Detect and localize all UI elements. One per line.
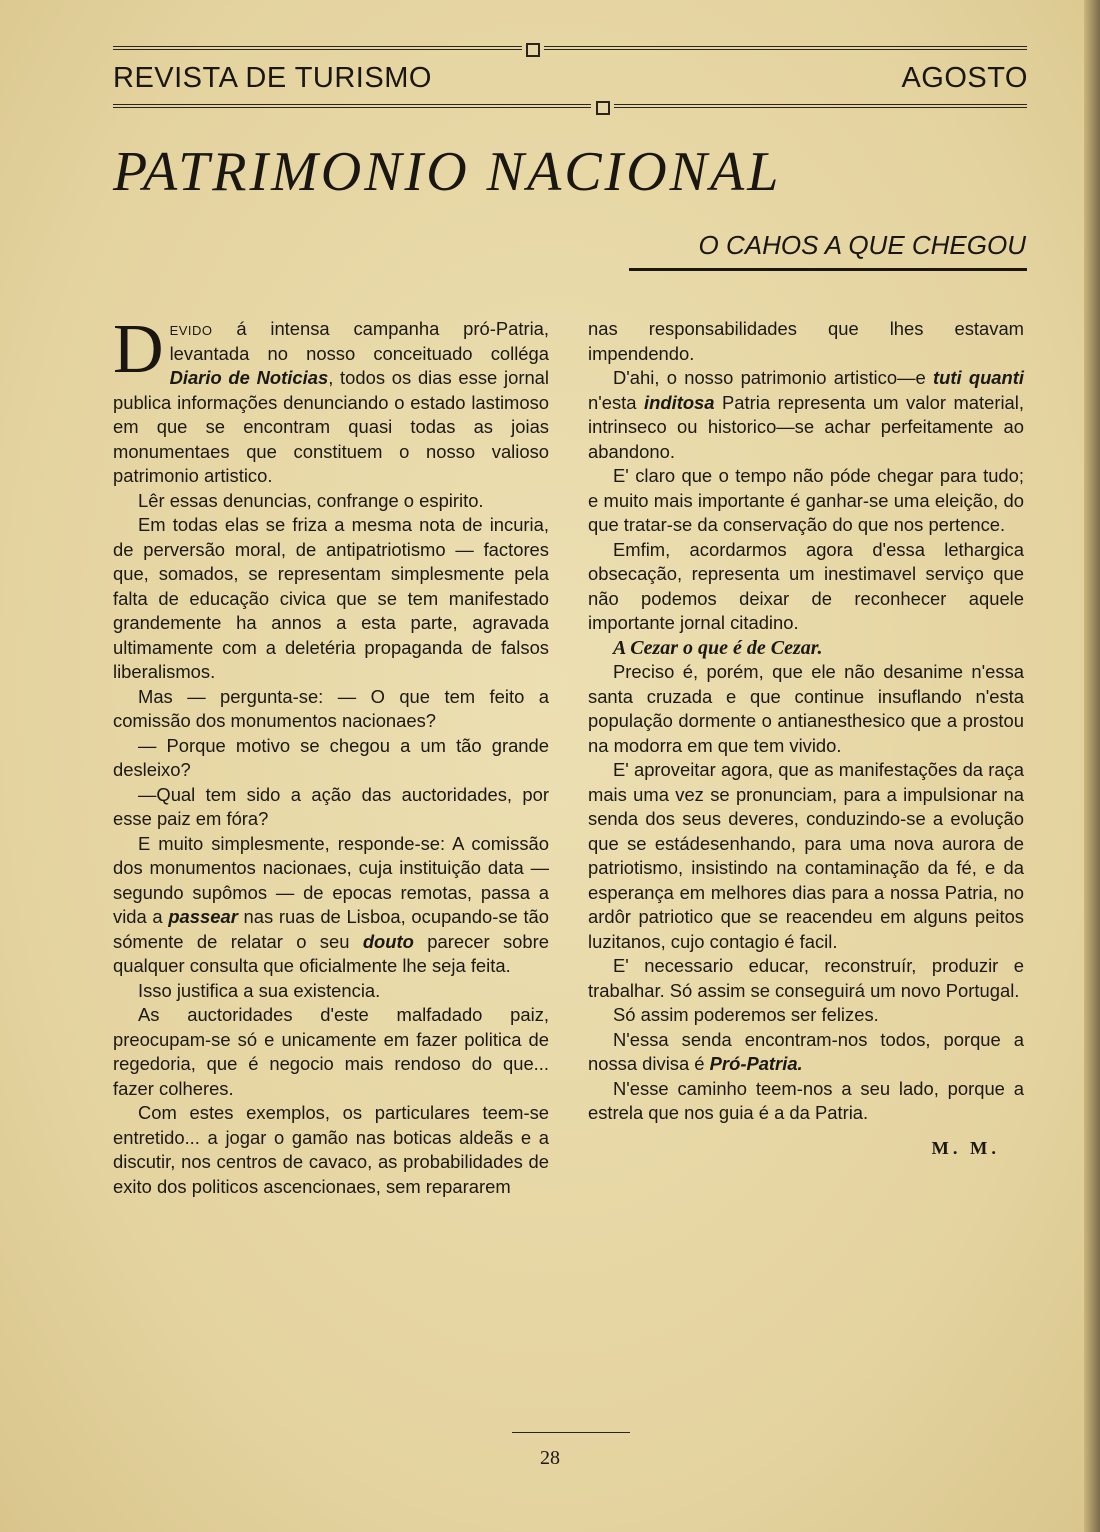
paragraph: Em todas elas se friza a mesma nota de incuria, de perversão moral, de antipatriotismo — factores que, somados, se representam simplesmente pela falta de educação civica que se tem manifestado grandemente ha annos a esta parte, agravada ultimamente com a deletéria propaganda de falsos liberalismos. bbox=[113, 514, 549, 682]
text-run: á intensa campanha pró-Patria, levantada no nosso conceituado colléga bbox=[169, 318, 549, 364]
motto: Pró-Patria. bbox=[709, 1053, 803, 1074]
right-column bbox=[588, 317, 1024, 1160]
header-bottom-rule-right bbox=[614, 104, 1027, 108]
page-edge bbox=[1084, 0, 1100, 1532]
emphasis: tuti quanti bbox=[932, 367, 1024, 388]
paragraph: Com estes exemplos, os particulares teem-se entretido... a jogar o gamão nas boticas aldeãs e a discutir, nos centros de cavaco, as probabilidades de exito dos politicos ascencionaes, sem repararem bbox=[113, 1102, 549, 1197]
author-signature: M. M. bbox=[931, 1137, 1000, 1158]
article-subtitle: O CAHOS A QUE CHEGOU bbox=[698, 230, 1026, 260]
header-bottom-rule-left bbox=[113, 104, 591, 108]
left-column bbox=[113, 311, 550, 1199]
article-title: PATRIMONIO NACIONAL bbox=[113, 141, 782, 203]
paragraph bbox=[113, 832, 549, 979]
paragraph bbox=[588, 636, 1024, 661]
text-run: parecer sobre qualquer consulta que oficialmente lhe seja feita. bbox=[113, 930, 549, 976]
paragraph: N'esse caminho teem-nos a seu lado, porque a estrela que nos guia é a da Patria. bbox=[588, 1077, 1024, 1123]
header-top-rule-left bbox=[113, 46, 522, 50]
paragraph: Só assim poderemos ser felizes. bbox=[613, 1004, 879, 1025]
text-run: , todos os dias esse jornal publica informações denunciando o estado lastimoso em que se encontram quasi todas as joias monumentaes que constituem o nosso valioso patrimonio artistico. bbox=[113, 367, 550, 486]
paragraph: E' claro que o tempo não póde chegar para tudo; e muito mais importante é ganhar-se uma eleição, do que tratar-se da conservação do que nos pertence. bbox=[588, 465, 1024, 535]
text-run: nas ruas de Lisboa, ocupando-se tão sómente de relatar o seu bbox=[113, 906, 550, 952]
emphasis: inditosa bbox=[644, 391, 715, 413]
page-number: 28 bbox=[540, 1447, 560, 1469]
newspaper-name: Diario de Noticias bbox=[169, 367, 329, 388]
paragraph bbox=[113, 311, 550, 489]
paragraph: Emfim, acordarmos agora d'essa lethargica obsecação, representa um inestimavel serviço que não podemos deixar de reconhecer aquele importante jornal citadino. bbox=[588, 538, 1024, 633]
emphasis: passear bbox=[168, 906, 238, 927]
text-run: n'esta bbox=[588, 391, 645, 413]
paragraph: — Porque motivo se chegou a um tão grande desleixo? bbox=[113, 734, 549, 780]
paragraph: Mas — pergunta-se: — O que tem feito a comissão dos monumentos nacionaes? bbox=[113, 685, 549, 731]
first-word: evido bbox=[169, 318, 213, 339]
ornament-square-top bbox=[526, 43, 540, 57]
text-run: Patria representa um valor material, intrinseco ou historico—se achar perfeitamente ao abandono. bbox=[588, 391, 1024, 462]
paragraph: nas responsabilidades que lhes estavam impendendo. bbox=[588, 318, 1024, 364]
paragraph bbox=[588, 1028, 1024, 1077]
text-run: N'essa senda encontram-nos todos, porque a nossa divisa é bbox=[588, 1028, 1024, 1074]
header-top-rule-right bbox=[544, 46, 1027, 50]
paragraph: As auctoridades d'este malfadado paiz, preocupam-se só e unicamente em fazer politica de regedoria, que é negocio mais rendoso do que... fazer colheres. bbox=[113, 1004, 549, 1099]
drop-cap: D bbox=[113, 311, 164, 388]
paragraph: Preciso é, porém, que ele não desanime n'essa santa cruzada e que continue insuflando n'esta população dormente o antianesthesico que a prostou na modorra em que tem vivido. bbox=[588, 661, 1024, 756]
magazine-name: REVISTA DE TURISMO bbox=[113, 62, 432, 94]
quote-line: A Cezar o que é de Cezar. bbox=[613, 636, 823, 659]
ornament-square-bottom bbox=[596, 101, 610, 115]
emphasis: douto bbox=[362, 930, 414, 952]
text-run: E muito simplesmente, responde-se: A comissão dos monumentos nacionaes, cuja instituição data — segundo supômos — de epocas remotas, passa a vida a bbox=[113, 832, 549, 927]
paragraph: Lêr essas denuncias, confrange o espirito. bbox=[138, 489, 484, 511]
paragraph: —Qual tem sido a ação das auctoridades, por esse paiz em fóra? bbox=[113, 783, 549, 829]
paragraph: E' necessario educar, reconstruír, produzir e trabalhar. Só assim se conseguirá um novo Portugal. bbox=[588, 955, 1024, 1001]
issue-month: AGOSTO bbox=[901, 62, 1028, 94]
footer-rule bbox=[512, 1432, 630, 1433]
paragraph: Isso justifica a sua existencia. bbox=[138, 979, 381, 1001]
paragraph: E' aproveitar agora, que as manifestações da raça mais uma vez se pronunciam, para a impulsionar na senda dos seus deveres, conduzindo-se a evolução que se estádesenhando, para uma nova aurora de patriotismo, insistindo na contaminação da fé, e da esperança em melhores dias para a nossa Patria, no ardôr patriotico que se reacendeu em alguns peitos luzitanos, cujo contagio é facil. bbox=[588, 759, 1024, 952]
paragraph bbox=[588, 366, 1024, 464]
text-run: D'ahi, o nosso patrimonio artistico—e bbox=[613, 367, 933, 388]
subtitle-underline bbox=[629, 268, 1027, 271]
